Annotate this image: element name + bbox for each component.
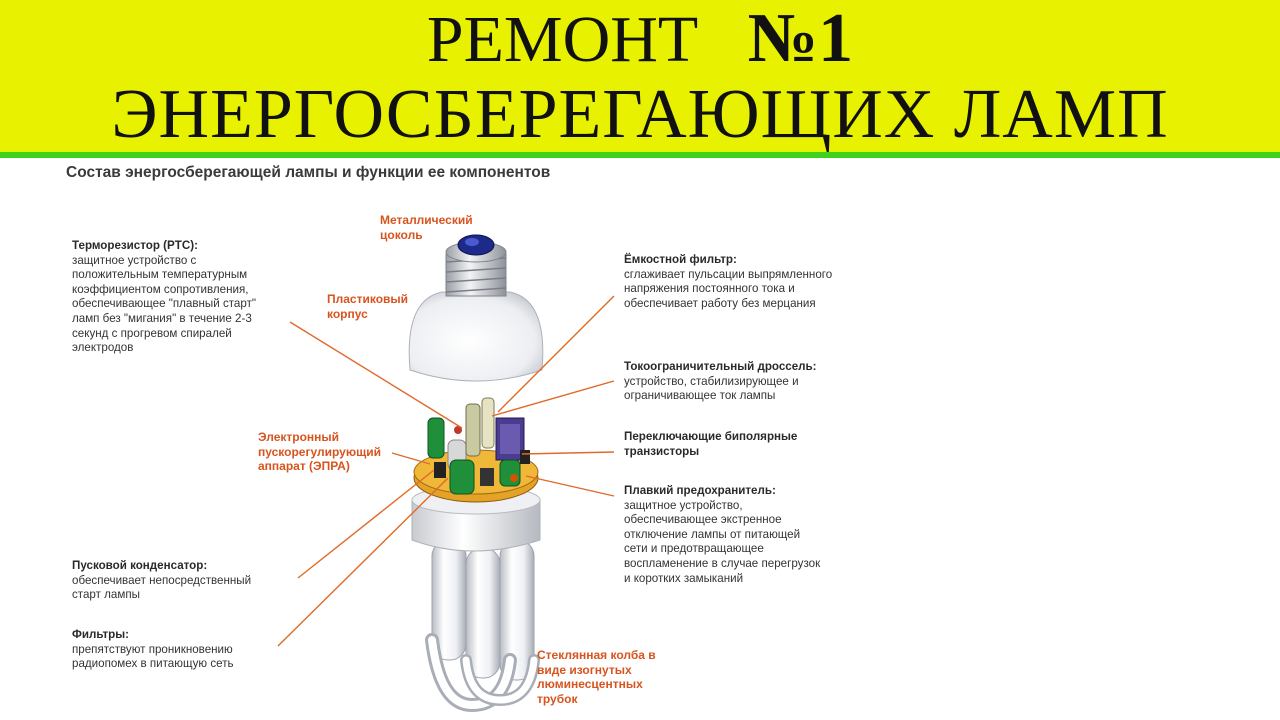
label-transistors (624, 430, 894, 459)
title-number: №1 (747, 0, 854, 77)
pcb-board (414, 398, 538, 502)
glass-tubes (432, 540, 534, 705)
label-choke-body: устройство, стабилизирующее и ограничивающее ток лампы (624, 374, 799, 403)
label-choke-heading: Токоограничительный дроссель: (624, 360, 817, 373)
metal-cap (446, 235, 506, 296)
label-thermistor-body: защитное устройство с положительным температурным коэффициентом сопротивления, обеспечивающее "плавный старт" ламп без "мигания" в течение 2-3 секунд с прогревом спиралей электродов (72, 253, 256, 355)
diagram-subtitle: Состав энергосберегающей лампы и функции ее компонентов (66, 164, 551, 181)
label-capacitive-filter (624, 253, 894, 311)
label-transistors-heading: Переключающие биполярные транзисторы (624, 430, 798, 458)
label-capacitive-filter-heading: Ёмкостной фильтр: (624, 253, 737, 266)
label-metal-cap: Металлический цоколь (380, 213, 473, 242)
label-filters-body: препятствуют проникновению радиопомех в питающую сеть (72, 642, 234, 671)
label-filters (72, 628, 312, 672)
label-fuse (624, 484, 894, 586)
label-epra: Электронный пускорегулирующий аппарат (ЭПРА) (258, 430, 381, 473)
label-start-capacitor (72, 559, 312, 603)
label-thermistor (72, 239, 312, 356)
pointer-fuse (526, 476, 614, 496)
pointer-epra (392, 453, 430, 464)
label-fuse-body: защитное устройство, обеспечивающее экстренное отключение лампы от питающей сети и предотвращающее воспламенение в случае перегрузок и коротких замыканий (624, 498, 821, 585)
title-line-2: ЭНЕРГОСБЕРЕГАЮЩИХ ЛАМП (111, 76, 1169, 153)
label-glass-bulb: Стеклянная колба в виде изогнутых люминесцентных трубок (537, 648, 656, 706)
label-fuse-heading: Плавкий предохранитель: (624, 484, 776, 497)
plastic-housing (409, 292, 543, 381)
pointer-choke (492, 381, 614, 416)
label-capacitive-filter-body: сглаживает пульсации выпрямленного напряжения постоянного тока и обеспечивает работу без мерцания (624, 267, 833, 310)
label-plastic-housing: Пластиковый корпус (327, 292, 409, 321)
label-start-capacitor-heading: Пусковой конденсатор: (72, 559, 208, 572)
label-choke (624, 360, 894, 404)
label-thermistor-heading: Терморезистор (PTC): (72, 239, 198, 252)
pointer-transistors (522, 452, 614, 454)
label-start-capacitor-body: обеспечивает непосредственный старт лампы (72, 573, 252, 602)
label-filters-heading: Фильтры: (72, 628, 130, 641)
title-word-repair: РЕМОНТ (426, 3, 699, 76)
